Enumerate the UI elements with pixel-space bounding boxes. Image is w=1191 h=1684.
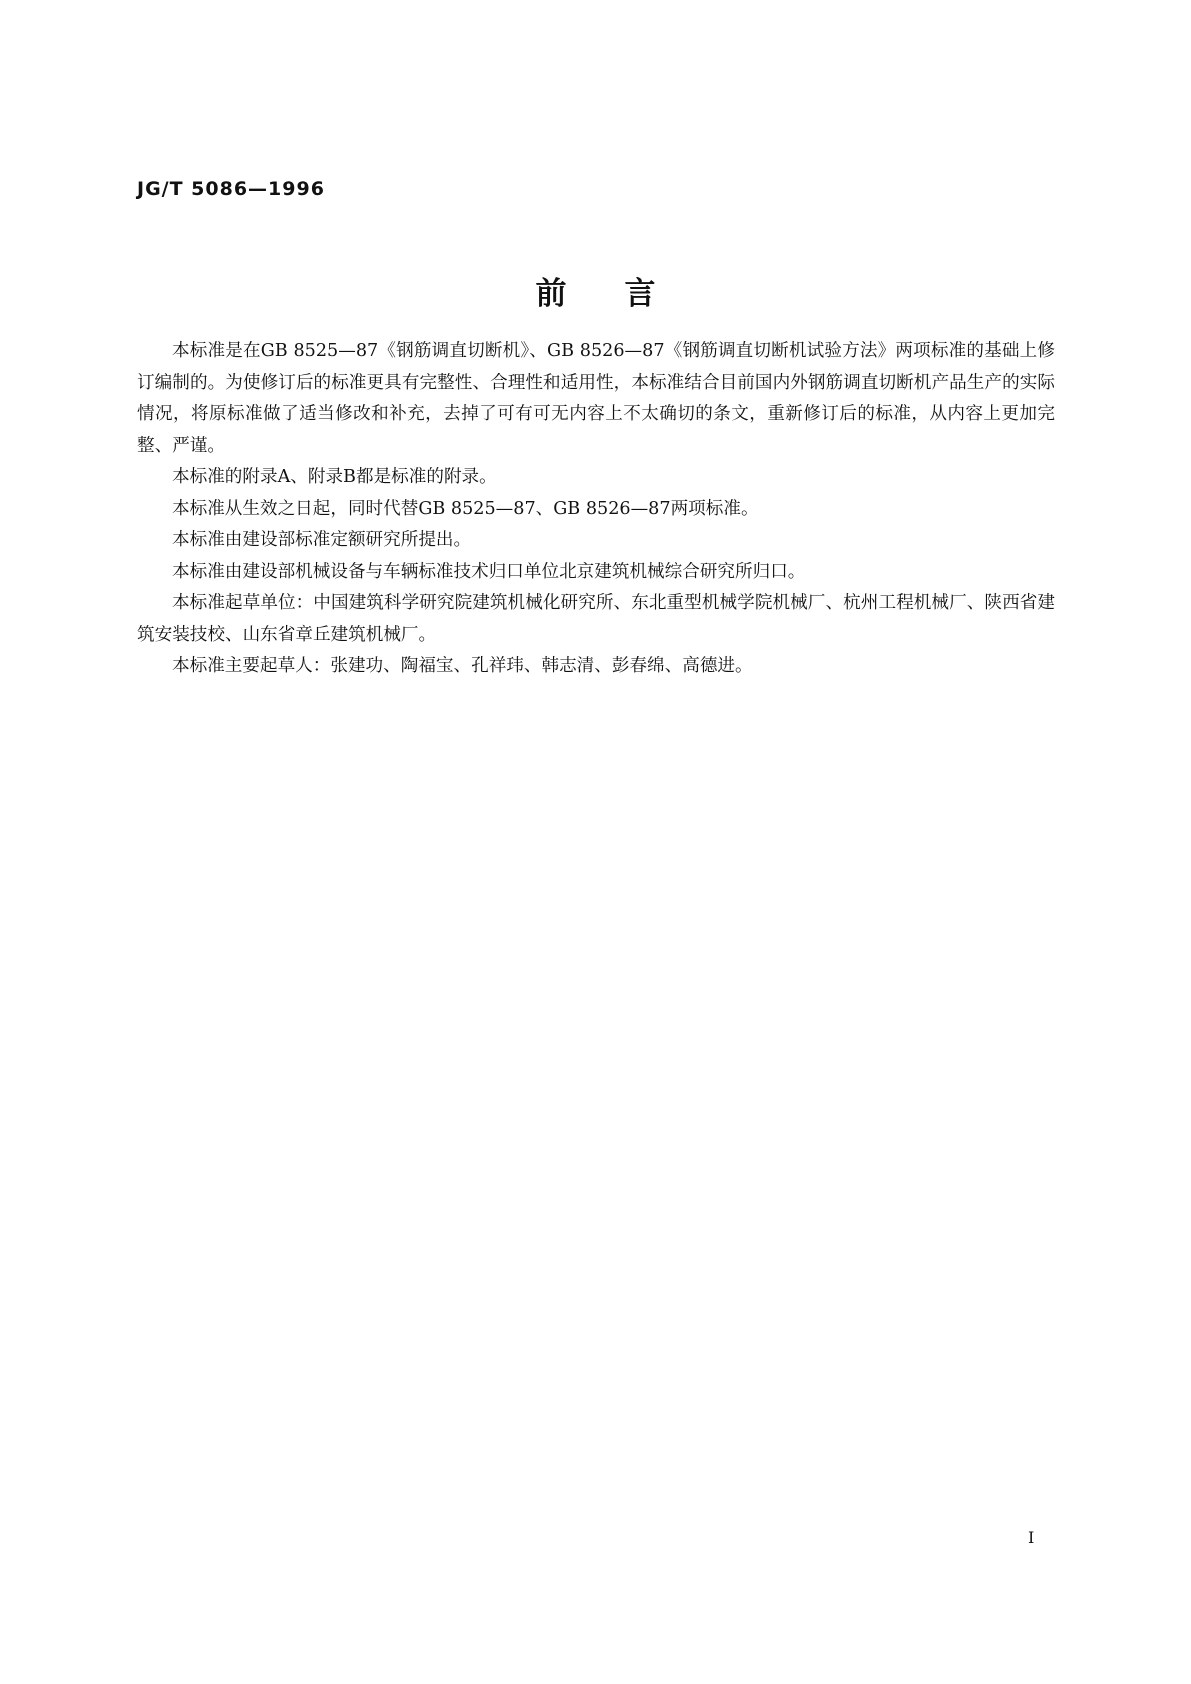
page-number: I [1028, 1528, 1035, 1547]
paragraph-basis: 本标准是在GB 8525—87《钢筋调直切断机》、GB 8526—87《钢筋调直切断机试验方法》两项标准的基础上修订编制的。为使修订后的标准更具有完整性、合理性和适用性，本标准结合目前国内外钢筋调直切断机产品生产的实际情况，将原标准做了适当修改和补充，去掉了可有可无内容上不太确切的条文，重新修订后的标准，从内容上更加完整、严谨。 [137, 341, 1055, 456]
paragraph-proposed-by: 本标准由建设部标准定额研究所提出。 [172, 530, 472, 550]
foreword-body [137, 336, 1055, 683]
page-title: 前言 [535, 276, 714, 312]
paragraph-drafters: 本标准主要起草人：张建功、陶福宝、孔祥玮、韩志清、彭春绵、高德进。 [172, 656, 753, 676]
paragraph-drafting-units: 本标准起草单位：中国建筑科学研究院建筑机械化研究所、东北重型机械学院机械厂、杭州工程机械厂、陕西省建筑安装技校、山东省章丘建筑机械厂。 [137, 593, 1055, 645]
document-code: JG/T 5086—1996 [137, 178, 325, 200]
paragraph-replacement: 本标准从生效之日起，同时代替GB 8525—87、GB 8526—87两项标准。 [172, 498, 759, 519]
paragraph-appendices: 本标准的附录A、附录B都是标准的附录。 [172, 467, 497, 487]
paragraph-centralized-by: 本标准由建设部机械设备与车辆标准技术归口单位北京建筑机械综合研究所归口。 [172, 561, 806, 582]
